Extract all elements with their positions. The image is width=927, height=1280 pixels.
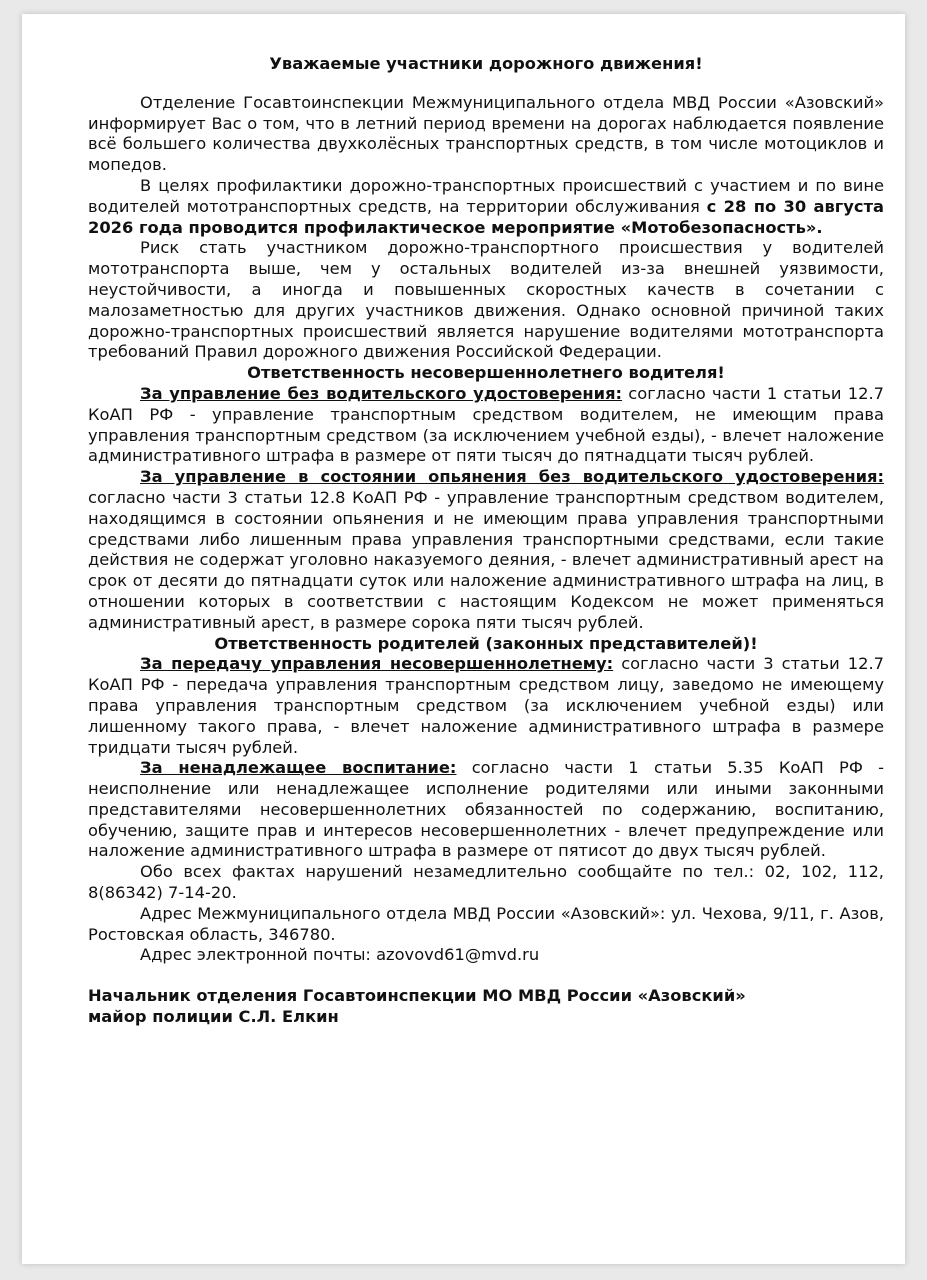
penalty-item [88, 758, 884, 862]
penalty-label: За управление без водительского удостоверения: [140, 383, 623, 403]
intro-paragraph-1: Отделение Госавтоинспекции Межмуниципального отдела МВД России «Азовский» информирует Вас о том, что в летний период времени на дорогах наблюдается появление всё большего количества двухколёсных транспортных средств, в том числе мотоциклов и мопедов. [88, 92, 884, 175]
intro-paragraph-2 [88, 176, 884, 238]
document-page [22, 14, 905, 1264]
signature-line-1: Начальник отделения Госавтоинспекции МО МВД России «Азовский» [88, 986, 746, 1006]
contact-email: Адрес электронной почты: azovovd61@mvd.ru [140, 945, 540, 965]
document-body [88, 54, 884, 1028]
penalty-item [88, 654, 884, 758]
intro-paragraph-2-text: В целях профилактики дорожно-транспортных происшествий с участием и по вине водителей мототранспортных средств, на территории обслуживания [88, 175, 884, 216]
section-heading-minor-driver: Ответственность несовершеннолетнего водителя! [247, 363, 725, 383]
penalty-label: За передачу управления несовершеннолетнему: [140, 654, 614, 674]
intro-paragraph-3: Риск стать участником дорожно-транспортного происшествия у водителей мототранспорта выше, чем у остальных водителей из-за внешней уязвимости, неустойчивости, а иногда и повышенных скоростных качеств в сочетании с малозаметностью для других участников движения. Однако основной причиной таких дорожно-транспортных происшествий является нарушение водителями мототранспорта требований Правил дорожного движения Российской Федерации. [88, 238, 884, 362]
penalty-text: согласно части 3 статьи 12.7 КоАП РФ - передача управления транспортным средством лицу, заведомо не имеющему права управления транспортным средством (за исключением учебной езды) или лишенному такого права, - влечет наложение административного штрафа в размере тридцати тысяч рублей. [88, 654, 884, 757]
signature-line-2: майор полиции С.Л. Елкин [88, 1007, 339, 1027]
penalty-label: За ненадлежащее воспитание: [140, 758, 457, 778]
penalty-label: За управление в состоянии опьянения без водительского удостоверения: [140, 467, 884, 487]
event-dates-bold: с 28 по 30 августа 2026 года проводится профилактическое мероприятие «Мотобезопасность». [88, 196, 884, 237]
penalty-text: согласно части 3 статьи 12.8 КоАП РФ - управление транспортным средством водителем, находящимся в состоянии опьянения и не имеющим права управления транспортными средствами либо лишенным права управления транспортными средствами, если такие действия не содержат уголовно наказуемого деяния, - влечет административный арест на срок от десяти до пятнадцати суток или наложение административного штрафа на лиц, в отношении которых в соответствии с настоящим Кодексом не может применяться административный арест, в размере сорока пяти тысяч рублей. [88, 487, 884, 632]
penalty-text: согласно части 1 статьи 12.7 КоАП РФ - управление транспортным средством водителем, не имеющим права управления транспортным средством (за исключением учебной езды), - влечет наложение административного штрафа в размере от пяти тысяч до пятнадцати тысяч рублей. [88, 383, 884, 466]
document-title: Уважаемые участники дорожного движения! [269, 54, 703, 73]
penalty-item [88, 467, 884, 633]
section-heading-parents: Ответственность родителей (законных представителей)! [214, 633, 758, 653]
penalty-item [88, 384, 884, 467]
contact-phones: Обо всех фактах нарушений незамедлительно сообщайте по тел.: 02, 102, 112, 8(86342) 7-14-20. [88, 862, 884, 903]
contact-address: Адрес Межмуниципального отдела МВД России «Азовский»: ул. Чехова, 9/11, г. Азов, Ростовская область, 346780. [88, 903, 884, 944]
penalty-text: согласно части 1 статьи 5.35 КоАП РФ - неисполнение или ненадлежащее исполнение родителями или иными законными представителями несовершеннолетних обязанностей по содержанию, воспитанию, обучению, защите прав и интересов несовершеннолетних - влечет предупреждение или наложение административного штрафа в размере от пятисот до двух тысяч рублей. [88, 758, 884, 861]
